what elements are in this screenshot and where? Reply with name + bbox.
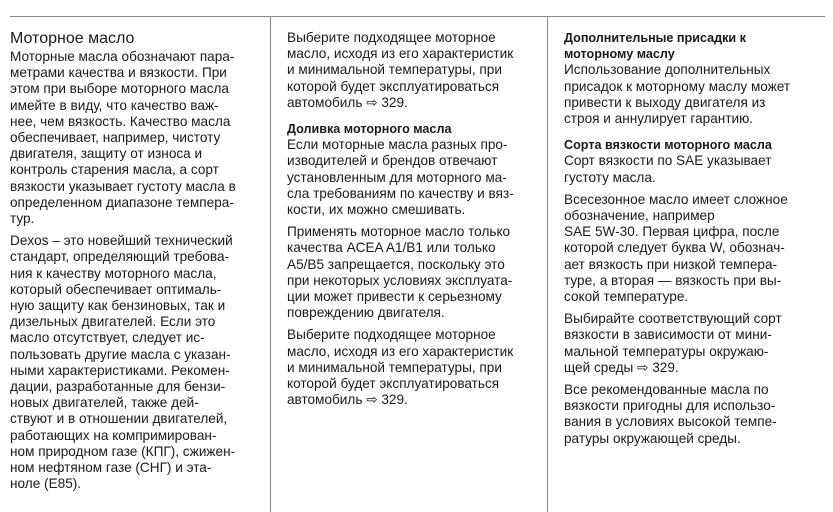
section-title: Моторное масло: [10, 30, 135, 47]
text-line: обеспечивает, например, чистоту: [10, 130, 221, 146]
text-line: метрами качества и вязкости. При: [10, 65, 227, 81]
paragraph-acea-warning: [287, 224, 539, 321]
text-line: качества ACEA A1/B1 или только: [287, 240, 496, 256]
subsection-heading: Сорта вязкости моторного масла: [564, 138, 772, 153]
text-line: вязкости в зависимости от мини-: [564, 327, 772, 343]
heading-additives: [564, 30, 820, 62]
text-line: ния к качеству моторного масла,: [10, 265, 217, 281]
text-line: кости, их можно смешивать.: [287, 202, 466, 218]
text-line: ном нефтяном газе (СНГ) и эта-: [10, 460, 212, 476]
text-line: SAE 5W-30. Первая цифра, после: [564, 224, 780, 240]
text-line: вязкости пригодны для использо-: [564, 398, 776, 414]
text-line: которой будет эксплуатироваться: [287, 78, 500, 94]
text-line: новых двигателей, также дей-: [10, 395, 199, 411]
heading-viscosity-grades: [564, 137, 820, 153]
paragraph-choose-grade: [564, 311, 820, 376]
text-line: Выберите подходящее моторное: [287, 30, 496, 45]
text-line: пользовать другие масла с указан-: [10, 346, 231, 362]
text-line: этом при выборе моторного масла: [10, 81, 229, 97]
text-line: Применять моторное масло только: [287, 224, 511, 240]
text-line: вания в условиях высокой темпе-: [564, 414, 777, 430]
heading-topping-up: [287, 121, 539, 137]
text-line: A5/B5 запрещается, поскольку это: [287, 256, 505, 272]
top-rule: [10, 16, 825, 17]
text-line: при некоторых условиях эксплуата-: [287, 272, 513, 288]
subsection-heading: Доливка моторного масла: [287, 122, 452, 137]
text-line: ствуют и в отношении двигателей,: [10, 411, 228, 427]
text-line: туре, а вторая — вязкость при вы-: [564, 272, 782, 288]
column-divider-1: [270, 16, 271, 512]
text-line: дации, разработанные для бензи-: [10, 379, 226, 395]
paragraph-high-temperature: [564, 382, 820, 447]
paragraph-oil-parameters: [10, 49, 262, 227]
text-line: Все рекомендованные масла по: [564, 382, 769, 398]
page-reference-link[interactable]: автомобиль ⇨ 329.: [287, 392, 408, 408]
text-line: Выберите подходящее моторное: [287, 327, 496, 343]
paragraph-dexos: [10, 233, 262, 492]
text-line: ции может привести к серьезному: [287, 289, 502, 305]
page-reference-link[interactable]: щей среды ⇨ 329.: [564, 359, 679, 375]
paragraph-mixing: [287, 137, 539, 218]
text-line: сокой температуре.: [564, 289, 689, 305]
text-line: мальной температуры окружаю-: [564, 343, 769, 359]
text-line: двигателя, защиту от износа и: [10, 146, 203, 162]
paragraph-select-oil-repeat: [287, 327, 539, 408]
paragraph-multigrade: [564, 192, 820, 305]
column-2: [287, 30, 539, 414]
text-line: Dexos – это новейший технический: [10, 233, 233, 249]
text-line: работающих на компримирован-: [10, 427, 217, 443]
text-line: и минимальной температуры, при: [287, 359, 502, 375]
text-line: имейте в виду, что качество важ-: [10, 97, 219, 113]
text-line: нее, чем вязкость. Качество масла: [10, 113, 231, 129]
subsection-heading: Дополнительные присадки к: [564, 31, 746, 45]
text-line: Сорт вязкости по SAE указывает: [564, 153, 772, 169]
text-line: ает вязкость при низкой темпера-: [564, 256, 778, 272]
column-3: [564, 30, 820, 453]
text-line: тур.: [10, 211, 35, 227]
text-line: которой следует буква W, обознач-: [564, 240, 785, 256]
text-line: определенном диапазоне темпера-: [10, 194, 234, 210]
text-line: густоту масла.: [564, 169, 656, 185]
text-line: изводителей и брендов отвечают: [287, 153, 498, 169]
paragraph-select-oil: [287, 30, 539, 111]
text-line: ратуры окружающей среды.: [564, 430, 741, 446]
text-line: строя и аннулирует гарантию.: [564, 111, 754, 127]
column-divider-2: [547, 16, 548, 512]
text-line: обозначение, например: [564, 208, 715, 224]
text-line: ную защиту как бензиновых, так и: [10, 298, 226, 314]
text-line: Всесезонное масло имеет сложное: [564, 191, 788, 207]
text-line: Использование дополнительных: [564, 62, 771, 78]
text-line: ными характеристиками. Рекомен-: [10, 362, 230, 378]
text-line: сла требованиям по качеству и вяз-: [287, 185, 514, 201]
text-line: масло, исходя из его характеристик: [287, 46, 514, 62]
text-line: масло отсутствует, следует ис-: [10, 330, 205, 346]
subsection-heading: моторному маслу: [564, 47, 675, 62]
text-line: и минимальной температуры, при: [287, 62, 502, 78]
text-line: который обеспечивает оптималь-: [10, 281, 222, 297]
column-1: [10, 30, 262, 498]
text-line: дизельных двигателей. Если это: [10, 314, 216, 330]
text-line: Если моторные масла разных про-: [287, 137, 508, 153]
text-line: ноле (E85).: [10, 476, 82, 492]
paragraph-additives: [564, 62, 820, 127]
text-line: привести к выходу двигателя из: [564, 94, 766, 110]
text-line: контроль старения масла, а сорт: [10, 162, 219, 178]
text-line: вязкости указывает густоту масла в: [10, 178, 236, 194]
text-line: Моторные масла обозначают пара-: [10, 49, 235, 64]
text-line: ном природном газе (КПГ), сжижен-: [10, 443, 236, 459]
text-line: стандарт, определяющий требова-: [10, 249, 230, 265]
text-line: масло, исходя из его характеристик: [287, 343, 514, 359]
text-line: которой будет эксплуатироваться: [287, 376, 500, 392]
text-line: повреждению двигателя.: [287, 305, 445, 321]
paragraph-sae: [564, 153, 820, 185]
text-line: Выбирайте соответствующий сорт: [564, 311, 782, 327]
page-reference-link[interactable]: автомобиль ⇨ 329.: [287, 94, 408, 110]
text-line: установленным для моторного ма-: [287, 169, 507, 185]
text-line: присадок к моторному маслу может: [564, 78, 791, 94]
